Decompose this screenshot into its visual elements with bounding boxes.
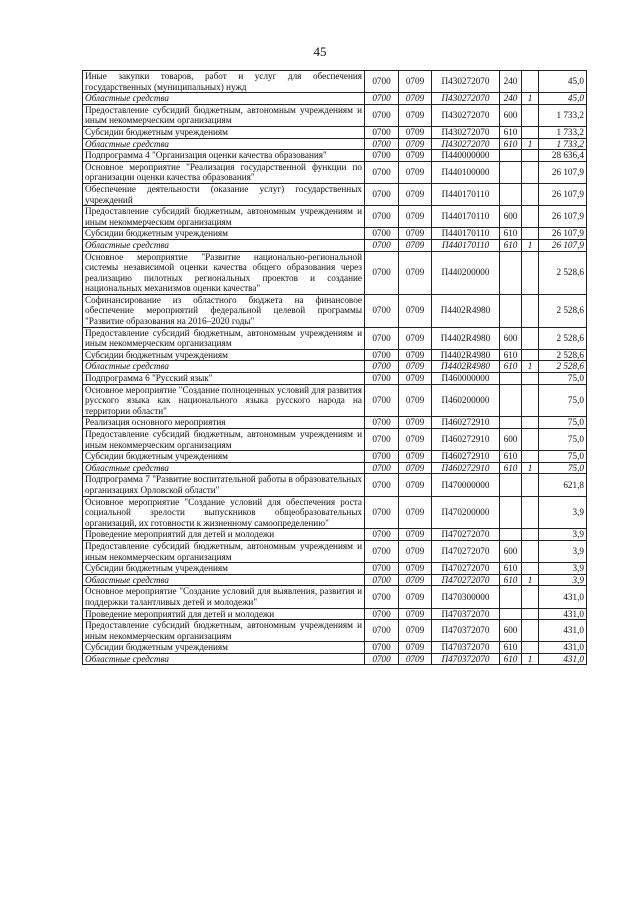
- target-article-code: П470372070: [432, 608, 500, 620]
- funding-source-code: [522, 161, 539, 183]
- section-code: 0700: [365, 161, 399, 183]
- expense-type-code: [500, 586, 522, 608]
- target-article-code: П4402R4980: [432, 349, 500, 361]
- funding-source-code: [522, 474, 539, 496]
- target-article-code: П470272070: [432, 529, 500, 541]
- table-row: [83, 642, 587, 654]
- expense-type-code: [500, 373, 522, 385]
- target-article-code: П470372070: [432, 642, 500, 654]
- table-row: [83, 294, 587, 327]
- amount: 2 528,6: [539, 294, 587, 327]
- expense-type-code: 600: [500, 429, 522, 451]
- subsection-code: 0709: [399, 71, 432, 93]
- amount: 26 107,9: [539, 161, 587, 183]
- table-row: [83, 574, 587, 586]
- table-row: [83, 608, 587, 620]
- subsection-code: 0709: [399, 373, 432, 385]
- amount: 1 733,2: [539, 126, 587, 138]
- section-code: 0700: [365, 104, 399, 126]
- amount: 621,8: [539, 474, 587, 496]
- funding-source-code: [522, 642, 539, 654]
- subsection-code: 0709: [399, 653, 432, 665]
- table-row: [83, 161, 587, 183]
- section-code: 0700: [365, 361, 399, 373]
- row-name: Подпрограмма 4 "Организация оценки качества образования": [83, 150, 365, 162]
- funding-source-code: [522, 228, 539, 240]
- table-row: [83, 563, 587, 575]
- row-name: Подпрограмма 6 "Русский язык": [83, 373, 365, 385]
- funding-source-code: [522, 620, 539, 642]
- row-name: Областные средства: [83, 361, 365, 373]
- subsection-code: 0709: [399, 417, 432, 429]
- row-name: Субсидии бюджетным учреждениям: [83, 349, 365, 361]
- row-name: Субсидии бюджетным учреждениям: [83, 126, 365, 138]
- table-row: [83, 138, 587, 150]
- target-article-code: П440000000: [432, 150, 500, 162]
- subsection-code: 0709: [399, 429, 432, 451]
- table-row: [83, 150, 587, 162]
- expense-type-code: [500, 384, 522, 417]
- subsection-code: 0709: [399, 540, 432, 562]
- section-code: 0700: [365, 586, 399, 608]
- expense-type-code: [500, 161, 522, 183]
- table-row: [83, 462, 587, 474]
- expense-type-code: [500, 496, 522, 529]
- subsection-code: 0709: [399, 150, 432, 162]
- row-name: Проведение мероприятий для детей и молодежи: [83, 529, 365, 541]
- target-article-code: П470372070: [432, 653, 500, 665]
- amount: 3,9: [539, 574, 587, 586]
- expense-type-code: [500, 183, 522, 205]
- funding-source-code: [522, 327, 539, 349]
- target-article-code: П440200000: [432, 251, 500, 294]
- expense-type-code: 600: [500, 327, 522, 349]
- funding-source-code: 1: [522, 361, 539, 373]
- target-article-code: П440170110: [432, 206, 500, 228]
- amount: 2 528,6: [539, 349, 587, 361]
- table-row: [83, 653, 587, 665]
- expense-type-code: 610: [500, 574, 522, 586]
- row-name: Субсидии бюджетным учреждениям: [83, 451, 365, 463]
- row-name: Субсидии бюджетным учреждениям: [83, 228, 365, 240]
- amount: 1 733,2: [539, 104, 587, 126]
- row-name: Субсидии бюджетным учреждениям: [83, 642, 365, 654]
- row-name: Областные средства: [83, 462, 365, 474]
- amount: 26 107,9: [539, 239, 587, 251]
- funding-source-code: 1: [522, 653, 539, 665]
- expense-type-code: 600: [500, 206, 522, 228]
- funding-source-code: [522, 349, 539, 361]
- funding-source-code: [522, 563, 539, 575]
- budget-table-body: [83, 71, 587, 665]
- expense-type-code: 610: [500, 451, 522, 463]
- amount: 45,0: [539, 71, 587, 93]
- expense-type-code: 610: [500, 653, 522, 665]
- target-article-code: П440170110: [432, 183, 500, 205]
- expense-type-code: 610: [500, 126, 522, 138]
- table-row: [83, 384, 587, 417]
- table-row: [83, 529, 587, 541]
- target-article-code: П470272070: [432, 574, 500, 586]
- table-row: [83, 104, 587, 126]
- expense-type-code: [500, 294, 522, 327]
- section-code: 0700: [365, 540, 399, 562]
- amount: 26 107,9: [539, 183, 587, 205]
- row-name: Реализация основного мероприятия: [83, 417, 365, 429]
- section-code: 0700: [365, 474, 399, 496]
- expense-type-code: 610: [500, 138, 522, 150]
- section-code: 0700: [365, 608, 399, 620]
- section-code: 0700: [365, 620, 399, 642]
- table-row: [83, 183, 587, 205]
- target-article-code: П470200000: [432, 496, 500, 529]
- row-name: Предоставление субсидий бюджетным, автономным учреждениям и иным некоммерческим организациям: [83, 104, 365, 126]
- row-name: Субсидии бюджетным учреждениям: [83, 563, 365, 575]
- table-row: [83, 586, 587, 608]
- expense-type-code: 610: [500, 642, 522, 654]
- target-article-code: П4402R4980: [432, 361, 500, 373]
- section-code: 0700: [365, 563, 399, 575]
- target-article-code: П470272070: [432, 563, 500, 575]
- table-row: [83, 206, 587, 228]
- target-article-code: П440170110: [432, 228, 500, 240]
- row-name: Обеспечение деятельности (оказание услуг) государственных учреждений: [83, 183, 365, 205]
- amount: 431,0: [539, 608, 587, 620]
- funding-source-code: [522, 206, 539, 228]
- amount: 431,0: [539, 642, 587, 654]
- table-row: [83, 349, 587, 361]
- funding-source-code: [522, 251, 539, 294]
- target-article-code: П460200000: [432, 384, 500, 417]
- expense-type-code: 600: [500, 620, 522, 642]
- subsection-code: 0709: [399, 620, 432, 642]
- subsection-code: 0709: [399, 563, 432, 575]
- subsection-code: 0709: [399, 574, 432, 586]
- section-code: 0700: [365, 653, 399, 665]
- subsection-code: 0709: [399, 251, 432, 294]
- expense-type-code: [500, 150, 522, 162]
- table-row: [83, 239, 587, 251]
- funding-source-code: [522, 586, 539, 608]
- amount: 431,0: [539, 586, 587, 608]
- funding-source-code: 1: [522, 138, 539, 150]
- subsection-code: 0709: [399, 239, 432, 251]
- target-article-code: П430272070: [432, 93, 500, 105]
- row-name: Проведение мероприятий для детей и молодежи: [83, 608, 365, 620]
- target-article-code: П430272070: [432, 104, 500, 126]
- funding-source-code: [522, 540, 539, 562]
- target-article-code: П440170110: [432, 239, 500, 251]
- section-code: 0700: [365, 642, 399, 654]
- section-code: 0700: [365, 206, 399, 228]
- expense-type-code: 610: [500, 462, 522, 474]
- subsection-code: 0709: [399, 608, 432, 620]
- table-row: [83, 373, 587, 385]
- funding-source-code: 1: [522, 462, 539, 474]
- row-name: Софинансирование из областного бюджета на финансовое обеспечение мероприятий федеральной целевой программы "Развитие образования на 2016–2020 годы": [83, 294, 365, 327]
- target-article-code: П430272070: [432, 138, 500, 150]
- section-code: 0700: [365, 462, 399, 474]
- table-row: [83, 540, 587, 562]
- target-article-code: П460272910: [432, 429, 500, 451]
- amount: 26 107,9: [539, 228, 587, 240]
- target-article-code: П470372070: [432, 620, 500, 642]
- table-row: [83, 126, 587, 138]
- funding-source-code: [522, 529, 539, 541]
- row-name: Иные закупки товаров, работ и услуг для обеспечения государственных (муниципальных) нужд: [83, 71, 365, 93]
- expense-type-code: 600: [500, 104, 522, 126]
- row-name: Предоставление субсидий бюджетным, автономным учреждениям и иным некоммерческим организациям: [83, 429, 365, 451]
- subsection-code: 0709: [399, 161, 432, 183]
- target-article-code: П470000000: [432, 474, 500, 496]
- subsection-code: 0709: [399, 451, 432, 463]
- amount: 75,0: [539, 462, 587, 474]
- funding-source-code: [522, 150, 539, 162]
- budget-table: [82, 70, 587, 665]
- amount: 75,0: [539, 417, 587, 429]
- target-article-code: П430272070: [432, 71, 500, 93]
- amount: 3,9: [539, 529, 587, 541]
- target-article-code: П430272070: [432, 126, 500, 138]
- page-number: 45: [313, 44, 327, 59]
- row-name: Предоставление субсидий бюджетным, автономным учреждениям и иным некоммерческим организациям: [83, 327, 365, 349]
- subsection-code: 0709: [399, 586, 432, 608]
- section-code: 0700: [365, 93, 399, 105]
- funding-source-code: [522, 373, 539, 385]
- expense-type-code: 610: [500, 563, 522, 575]
- section-code: 0700: [365, 239, 399, 251]
- row-name: Основное мероприятие "Развитие национально-региональной системы независимой оценки качества общего образования через реализацию пилотных региональных проектов и создание национальных механизмов оценки качества": [83, 251, 365, 294]
- subsection-code: 0709: [399, 529, 432, 541]
- funding-source-code: [522, 104, 539, 126]
- table-row: [83, 71, 587, 93]
- expense-type-code: [500, 608, 522, 620]
- section-code: 0700: [365, 228, 399, 240]
- subsection-code: 0709: [399, 228, 432, 240]
- funding-source-code: [522, 608, 539, 620]
- funding-source-code: 1: [522, 239, 539, 251]
- expense-type-code: 240: [500, 71, 522, 93]
- subsection-code: 0709: [399, 206, 432, 228]
- amount: 75,0: [539, 384, 587, 417]
- amount: 2 528,6: [539, 361, 587, 373]
- section-code: 0700: [365, 327, 399, 349]
- section-code: 0700: [365, 429, 399, 451]
- row-name: Областные средства: [83, 239, 365, 251]
- expense-type-code: 600: [500, 540, 522, 562]
- subsection-code: 0709: [399, 126, 432, 138]
- expense-type-code: [500, 251, 522, 294]
- expense-type-code: [500, 529, 522, 541]
- section-code: 0700: [365, 417, 399, 429]
- row-name: Основное мероприятие "Создание условий для выявления, развития и поддержки талантливых детей и молодежи": [83, 586, 365, 608]
- section-code: 0700: [365, 294, 399, 327]
- row-name: Областные средства: [83, 653, 365, 665]
- funding-source-code: [522, 294, 539, 327]
- target-article-code: П460272910: [432, 462, 500, 474]
- row-name: Предоставление субсидий бюджетным, автономным учреждениям и иным некоммерческим организациям: [83, 540, 365, 562]
- amount: 2 528,6: [539, 327, 587, 349]
- section-code: 0700: [365, 384, 399, 417]
- amount: 26 107,9: [539, 206, 587, 228]
- section-code: 0700: [365, 138, 399, 150]
- subsection-code: 0709: [399, 294, 432, 327]
- amount: 431,0: [539, 620, 587, 642]
- amount: 45,0: [539, 93, 587, 105]
- subsection-code: 0709: [399, 496, 432, 529]
- target-article-code: П470272070: [432, 540, 500, 562]
- subsection-code: 0709: [399, 384, 432, 417]
- funding-source-code: [522, 417, 539, 429]
- section-code: 0700: [365, 183, 399, 205]
- table-row: [83, 474, 587, 496]
- section-code: 0700: [365, 496, 399, 529]
- table-row: [83, 251, 587, 294]
- section-code: 0700: [365, 349, 399, 361]
- amount: 431,0: [539, 653, 587, 665]
- expense-type-code: 610: [500, 228, 522, 240]
- subsection-code: 0709: [399, 349, 432, 361]
- subsection-code: 0709: [399, 361, 432, 373]
- amount: 3,9: [539, 540, 587, 562]
- amount: 3,9: [539, 563, 587, 575]
- subsection-code: 0709: [399, 462, 432, 474]
- amount: 75,0: [539, 373, 587, 385]
- row-name: Предоставление субсидий бюджетным, автономным учреждениям и иным некоммерческим организациям: [83, 206, 365, 228]
- table-row: [83, 451, 587, 463]
- section-code: 0700: [365, 451, 399, 463]
- section-code: 0700: [365, 126, 399, 138]
- target-article-code: П470300000: [432, 586, 500, 608]
- section-code: 0700: [365, 150, 399, 162]
- amount: 75,0: [539, 429, 587, 451]
- funding-source-code: [522, 384, 539, 417]
- table-row: [83, 93, 587, 105]
- funding-source-code: [522, 126, 539, 138]
- subsection-code: 0709: [399, 93, 432, 105]
- funding-source-code: [522, 429, 539, 451]
- amount: 1 733,2: [539, 138, 587, 150]
- table-row: [83, 228, 587, 240]
- target-article-code: П4402R4980: [432, 294, 500, 327]
- expense-type-code: [500, 417, 522, 429]
- row-name: Основное мероприятие "Реализация государственной функции по организации оценки качества образования": [83, 161, 365, 183]
- target-article-code: П460000000: [432, 373, 500, 385]
- table-row: [83, 327, 587, 349]
- row-name: Областные средства: [83, 93, 365, 105]
- amount: 3,9: [539, 496, 587, 529]
- target-article-code: П4402R4980: [432, 327, 500, 349]
- section-code: 0700: [365, 373, 399, 385]
- target-article-code: П460272910: [432, 451, 500, 463]
- row-name: Областные средства: [83, 138, 365, 150]
- table-row: [83, 417, 587, 429]
- table-row: [83, 361, 587, 373]
- row-name: Подпрограмма 7 "Развитие воспитательной работы в образовательных организациях Орловской области": [83, 474, 365, 496]
- table-row: [83, 620, 587, 642]
- funding-source-code: 1: [522, 574, 539, 586]
- subsection-code: 0709: [399, 327, 432, 349]
- target-article-code: П440100000: [432, 161, 500, 183]
- subsection-code: 0709: [399, 642, 432, 654]
- amount: 75,0: [539, 451, 587, 463]
- amount: 2 528,6: [539, 251, 587, 294]
- amount: 28 636,4: [539, 150, 587, 162]
- subsection-code: 0709: [399, 183, 432, 205]
- section-code: 0700: [365, 529, 399, 541]
- expense-type-code: [500, 474, 522, 496]
- table-row: [83, 496, 587, 529]
- funding-source-code: [522, 496, 539, 529]
- expense-type-code: 610: [500, 361, 522, 373]
- section-code: 0700: [365, 251, 399, 294]
- funding-source-code: [522, 183, 539, 205]
- expense-type-code: 240: [500, 93, 522, 105]
- row-name: Основное мероприятие "Создание условий для обеспечения роста социальной зрелости выпускников общеобразовательных организаций, их готовности к жизненному самоопределению": [83, 496, 365, 529]
- subsection-code: 0709: [399, 474, 432, 496]
- table-row: [83, 429, 587, 451]
- funding-source-code: [522, 71, 539, 93]
- funding-source-code: [522, 451, 539, 463]
- subsection-code: 0709: [399, 104, 432, 126]
- target-article-code: П460272910: [432, 417, 500, 429]
- funding-source-code: 1: [522, 93, 539, 105]
- subsection-code: 0709: [399, 138, 432, 150]
- row-name: Областные средства: [83, 574, 365, 586]
- section-code: 0700: [365, 71, 399, 93]
- expense-type-code: 610: [500, 349, 522, 361]
- row-name: Предоставление субсидий бюджетным, автономным учреждениям и иным некоммерческим организациям: [83, 620, 365, 642]
- row-name: Основное мероприятие "Создание полноценных условий для развития русского языка как национального языка русского народа на территории области": [83, 384, 365, 417]
- section-code: 0700: [365, 574, 399, 586]
- expense-type-code: 610: [500, 239, 522, 251]
